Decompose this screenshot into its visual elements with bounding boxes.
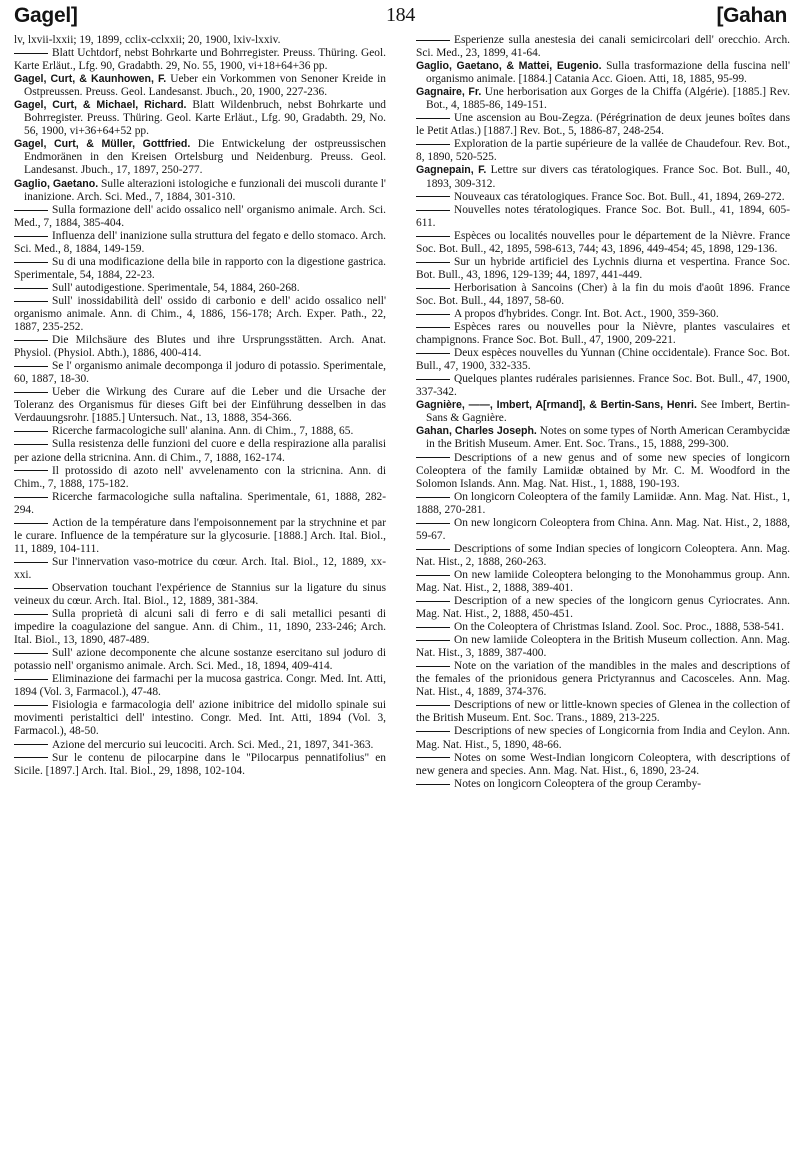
bibliography-subentry <box>416 778 790 791</box>
bibliography-subentry <box>14 47 386 73</box>
entry-text: Lettre sur divers cas tératologiques. France Soc. Bot. Bull., 40, 1893, 309-312. <box>426 164 790 190</box>
entry-continuation <box>14 34 386 47</box>
bibliography-subentry <box>416 595 790 621</box>
entry-text: A propos d'hybrides. Congr. Int. Bot. Act., 1900, 359-360. <box>454 307 719 320</box>
entry-text: Sull' inossidabilità dell' ossido di carbonio e dell' acido ossalico nell' organismo animale. Ann. di Chim., 4, 1886, 156-178; Arch. Exper. Path., 22, 1887, 235-252. <box>14 294 386 334</box>
bibliography-entry <box>14 99 386 138</box>
bibliography-subentry <box>416 491 790 517</box>
author-name: Gagel, Curt, & Müller, Gottfried. <box>14 138 191 151</box>
bibliography-subentry <box>14 739 386 752</box>
entry-text: Descriptions of some Indian species of longicorn Coleoptera. Ann. Mag. Nat. Hist., 2, 1888, 260-263. <box>416 542 790 568</box>
bibliography-subentry <box>416 660 790 699</box>
bibliography-subentry <box>14 230 386 256</box>
entry-text: On the Coleoptera of Christmas Island. Zool. Soc. Proc., 1888, 538-541. <box>454 621 784 634</box>
entry-text: Influenza dell' inanizione sulla struttura del fegato e dello stomaco. Arch. Sci. Med., 8, 1884, 149-159. <box>14 229 386 255</box>
bibliography-subentry <box>416 256 790 282</box>
entry-text: Description of a new species of the longicorn genus Cyriocrates. Ann. Mag. Nat. Hist., 2, 1888, 450-451. <box>416 595 790 621</box>
entry-text: Observation touchant l'expérience de Stannius sur la ligature du sinus veineux du cœur. Arch. Ital. Biol., 12, 1889, 381-384. <box>14 581 386 608</box>
entry-text: Descriptions of new species of Longicornia from India and Ceylon. Ann. Mag. Nat. Hist., 5, 1890, 48-66. <box>416 725 790 751</box>
bibliography-subentry <box>416 282 790 308</box>
entry-text: Ueber ein Vorkommen von Senoner Kreide in Ostpreussen. Preuss. Geol. Landesanst. Jbuch., 20, 1900, 227-236. <box>24 73 386 99</box>
entry-text: Action de la température dans l'empoisonnement par la strychnine et par le curare. Influence de la température sur la glycosurie. [1888.] Arch. Ital. Biol., 11, 1889, 104-111. <box>14 516 386 555</box>
bibliography-subentry <box>416 347 790 373</box>
entry-text: Note on the variation of the mandibles in the males and descriptions of the females of the prionidous genera Prictyrannus and Cacosceles. Ann. Mag. Nat. Hist., 4, 1889, 374-376. <box>416 660 790 699</box>
bibliography-subentry <box>14 256 386 282</box>
bibliography-subentry <box>14 386 386 425</box>
bibliography-subentry <box>14 465 386 491</box>
bibliography-subentry <box>14 282 386 295</box>
entry-text: Espèces ou localités nouvelles pour le département de la Nièvre. France Soc. Bot. Bull., 42, 1895, 598-613, 744; 43, 1896, 449-454; 45, 1898, 129-136. <box>416 229 790 255</box>
bibliography-subentry <box>416 621 790 634</box>
bibliography-subentry <box>14 360 386 386</box>
entry-text: On longicorn Coleoptera of the family Lamiidæ. Ann. Mag. Nat. Hist., 1, 1888, 270-281. <box>416 490 790 516</box>
bibliography-entry <box>416 164 790 190</box>
entry-text: Une ascension au Bou-Zegza. (Pérégrination de deux jeunes boîtes dans le Petit Atlas.) [1887.] Rev. Bot., 5, 1886-87, 248-254. <box>416 112 790 138</box>
entry-text: Esperienze sulla anestesia dei canali semicircolari dell' orecchio. Arch. Sci. Med., 23, 1899, 41-64. <box>416 34 790 60</box>
header-last-entry: [Gahan <box>716 4 787 27</box>
entry-text: Blatt Uchtdorf, nebst Bohrkarte und Bohrregister. Preuss. Thüring. Geol. Karte Erläut., Lfg. 90, Gradabth. 29, No. 55, 1900, vi+18+64+36 pp. <box>14 47 386 73</box>
author-name: Gahan, Charles Joseph. <box>416 425 537 438</box>
author-name: Gagnière, ——, Imbert, A[rmand], & Bertin-Sans, Henri. <box>416 399 697 412</box>
bibliography-entry <box>416 60 790 86</box>
bibliography-subentry <box>14 438 386 464</box>
entry-text: Herborisation à Sancoins (Cher) à la fin du mois d'août 1896. France Soc. Bot. Bull., 44, 1897, 58-60. <box>416 281 790 307</box>
entry-text: Sur l'innervation vaso-motrice du cœur. Arch. Ital. Biol., 12, 1889, xx-xxi. <box>14 555 386 581</box>
bibliography-entry <box>14 73 386 99</box>
entry-text: Descriptions of new or little-known species of Glenea in the collection of the British Museum. Ent. Soc. Trans., 1889, 213-225. <box>416 699 790 725</box>
header-first-entry: Gagel] <box>14 4 78 27</box>
bibliography-subentry <box>14 673 386 699</box>
bibliography-subentry <box>416 752 790 778</box>
bibliography-subentry <box>14 425 386 438</box>
entry-text: Quelques plantes rudérales parisiennes. France Soc. Bot. Bull., 47, 1900, 337-342. <box>416 373 790 399</box>
bibliography-subentry <box>416 543 790 569</box>
entry-text: Ricerche farmacologiche sulla naftalina. Sperimentale, 61, 1888, 282-294. <box>14 490 386 516</box>
entry-text: Sulla proprietà di alcuni sali di ferro e di sali metallici pesanti di impedire la coagulazione del sangue. Ann. di Chim., 11, 1890, 233-246; Arch. Ital. Biol., 13, 1890, 487-489. <box>14 608 386 647</box>
bibliography-subentry <box>14 204 386 230</box>
entry-text: Azione del mercurio sui leucociti. Arch. Sci. Med., 21, 1897, 341-363. <box>52 738 374 751</box>
entry-text: On new lamiide Coleoptera belonging to the Monohammus group. Ann. Mag. Nat. Hist., 2, 1888, 389-401. <box>416 568 790 594</box>
entry-text: Nouvelles notes tératologiques. France Soc. Bot. Bull., 41, 1894, 605-611. <box>416 203 790 229</box>
entry-text: On new longicorn Coleoptera from China. Ann. Mag. Nat. Hist., 2, 1888, 59-67. <box>416 516 790 542</box>
left-column <box>14 34 386 778</box>
entry-text: Sur un hybride artificiel des Lychnis diurna et vespertina. France Soc. Bot. Bull., 43, 1896, 129-139; 44, 1897, 441-449. <box>416 255 790 281</box>
bibliography-subentry <box>416 517 790 543</box>
entry-text: Notes on some West-Indian longicorn Coleoptera, with descriptions of new genera and species. Ann. Mag. Nat. Hist., 6, 1890, 23-24. <box>416 751 790 777</box>
bibliography-subentry <box>416 230 790 256</box>
entry-text: Nouveaux cas tératologiques. France Soc. Bot. Bull., 41, 1894, 269-272. <box>454 190 785 203</box>
bibliography-subentry <box>416 308 790 321</box>
running-header <box>14 4 787 32</box>
bibliography-subentry <box>416 138 790 164</box>
entry-text: Die Milchsäure des Blutes und ihre Ursprungsstätten. Arch. Anat. Physiol. (Physiol. Abth.), 1886, 400-414. <box>14 334 386 360</box>
bibliography-subentry <box>416 634 790 660</box>
entry-text: Su di una modificazione della bile in rapporto con la digestione gastrica. Sperimentale, 54, 1884, 22-23. <box>14 255 386 281</box>
entry-text: Notes on some types of North American Cerambycidæ in the British Museum. Amer. Ent. Soc. Trans., 15, 1888, 299-300. <box>426 425 790 451</box>
bibliography-subentry <box>416 452 790 491</box>
bibliography-subentry <box>14 517 386 556</box>
entry-text: Ricerche farmacologiche sull' alanina. Ann. di Chim., 7, 1888, 65. <box>52 425 354 438</box>
entry-text: Notes on longicorn Coleoptera of the group Ceramby- <box>454 777 702 790</box>
entry-text: Eliminazione dei farmachi per la mucosa gastrica. Congr. Med. Int. Atti, 1894 (Vol. 3, Farmacol.), 47-48. <box>14 673 386 699</box>
bibliography-subentry <box>14 334 386 360</box>
bibliography-subentry <box>416 112 790 138</box>
bibliography-subentry <box>416 699 790 725</box>
entry-text: Espèces rares ou nouvelles pour la Nièvre, plantes vasculaires et champignons. France Soc. Bot. Bull., 47, 1900, 209-221. <box>416 321 790 347</box>
bibliography-subentry <box>416 725 790 751</box>
entry-text: Il protossido di azoto nell' avvelenamento con la stricnina. Ann. di Chim., 7, 1888, 175-182. <box>14 464 386 490</box>
bibliography-subentry <box>14 295 386 334</box>
bibliography-subentry <box>416 34 790 60</box>
entry-text: Sulle alterazioni istologiche e funzionali dei muscoli durante l' inanizione. Arch. Sci. Med., 7, 1884, 301-310. <box>24 177 386 203</box>
entry-text: Sulla resistenza delle funzioni del cuore e della respirazione alla paralisi per azione della stricnina. Ann. di Chim., 7, 1888, 162-174. <box>14 438 386 464</box>
entry-text: On new lamiide Coleoptera in the British Museum collection. Ann. Mag. Nat. Hist., 3, 1889, 387-400. <box>416 634 790 660</box>
entry-text: Sull' azione decomponente che alcune sostanze esercitano sul joduro di potassio nell' organismo animale. Arch. Sci. Med., 18, 1894, 409-414. <box>14 647 386 673</box>
author-name: Gagel, Curt, & Michael, Richard. <box>14 99 187 112</box>
entry-text: Fisiologia e farmacologia dell' azione inibitrice del midollo spinale sui movimenti peristaltici dell' intestino. Congr. Med. Int. Atti, 1894 (Vol. 3, Farmacol.), 48-50. <box>14 699 386 738</box>
bibliography-entry <box>14 178 386 204</box>
bibliography-subentry <box>14 556 386 582</box>
entry-text: See Imbert, Bertin-Sans & Gagnière. <box>426 399 790 425</box>
entry-text: Descriptions of a new genus and of some new species of longicorn Coleoptera of the family Lamiidæ obtained by Mr. C. M. Woodford in the Solomon Islands. Ann. Mag. Nat. Hist., 1, 1888, 190-193. <box>416 451 790 490</box>
entry-text: Ueber die Wirkung des Curare auf die Leber und die Ursache der Toleranz des Organismus für dieses Gift bei der Einführung desselben in das Verdauungsrohr. [1885.] Untersuch. Nat., 13, 1888, 354-366. <box>14 386 386 425</box>
entry-text: Exploration de la partie supérieure de la vallée de Chaudefour. Rev. Bot., 8, 1890, 520-525. <box>416 138 790 164</box>
bibliography-subentry <box>14 582 386 608</box>
right-column <box>416 34 790 791</box>
bibliography-subentry <box>416 373 790 399</box>
bibliography-subentry <box>14 647 386 673</box>
entry-text: Sulla trasformazione della fuscina nell' organismo animale. [1884.] Catania Acc. Gioen. Atti, 18, 1885, 95-99. <box>426 60 791 86</box>
entry-text: Sur le contenu de pilocarpine dans le "Pilocarpus pennatifolius" en Sicile. [1897.] Arch. Ital. Biol., 29, 1898, 102-104. <box>14 751 386 777</box>
author-name: Gagnepain, F. <box>416 164 487 177</box>
author-name: Gaglio, Gaetano. <box>14 177 99 190</box>
entry-text: Se l' organismo animale decomponga il joduro di potassio. Sperimentale, 60, 1887, 18-30. <box>14 360 386 386</box>
bibliography-subentry <box>14 699 386 738</box>
bibliography-subentry <box>14 491 386 517</box>
bibliography-entry <box>416 86 790 112</box>
bibliography-subentry <box>416 321 790 347</box>
page-number: 184 <box>385 4 416 26</box>
bibliography-subentry <box>14 608 386 647</box>
author-name: Gagnaire, Fr. <box>416 86 482 99</box>
bibliography-subentry <box>14 752 386 778</box>
entry-text: Die Entwickelung der ostpreussischen Endmoränen in den Kreisen Ortelsburg und Neidenburg. Preuss. Geol. Landesanst. Jbuch., 17, 1897, 250-277. <box>24 138 386 177</box>
entry-text: Blatt Wildenbruch, nebst Bohrkarte und Bohrregister. Preuss. Thüring. Geol. Karte Erläut., Lfg. 90, Gradabth. 29, No. 56, 1900, vi+36+64+52 pp. <box>24 99 386 138</box>
entry-text: Une herborisation aux Gorges de la Chiffa (Algérie). [1885.] Rev. Bot., 4, 1885-86, 149-151. <box>426 86 790 112</box>
author-name: Gaglio, Gaetano, & Mattei, Eugenio. <box>416 60 602 73</box>
bibliography-entry <box>14 138 386 177</box>
bibliography-subentry <box>416 191 790 204</box>
entry-text: lv, lxvii-lxxii; 19, 1899, cclix-cclxxii; 20, 1900, lxiv-lxxiv. <box>14 34 281 46</box>
entry-text: Sulla formazione dell' acido ossalico nell' organismo animale. Arch. Sci. Med., 7, 1884, 385-404. <box>14 203 386 229</box>
bibliography-entry <box>416 425 790 451</box>
entry-text: Sull' autodigestione. Sperimentale, 54, 1884, 260-268. <box>52 281 300 294</box>
entry-text: Deux espèces nouvelles du Yunnan (Chine occidentale). France Soc. Bot. Bull., 47, 1900, 332-335. <box>416 347 790 373</box>
bibliography-subentry <box>416 569 790 595</box>
bibliography-entry <box>416 399 790 425</box>
bibliography-subentry <box>416 204 790 230</box>
author-name: Gagel, Curt, & Kaunhowen, F. <box>14 73 167 86</box>
